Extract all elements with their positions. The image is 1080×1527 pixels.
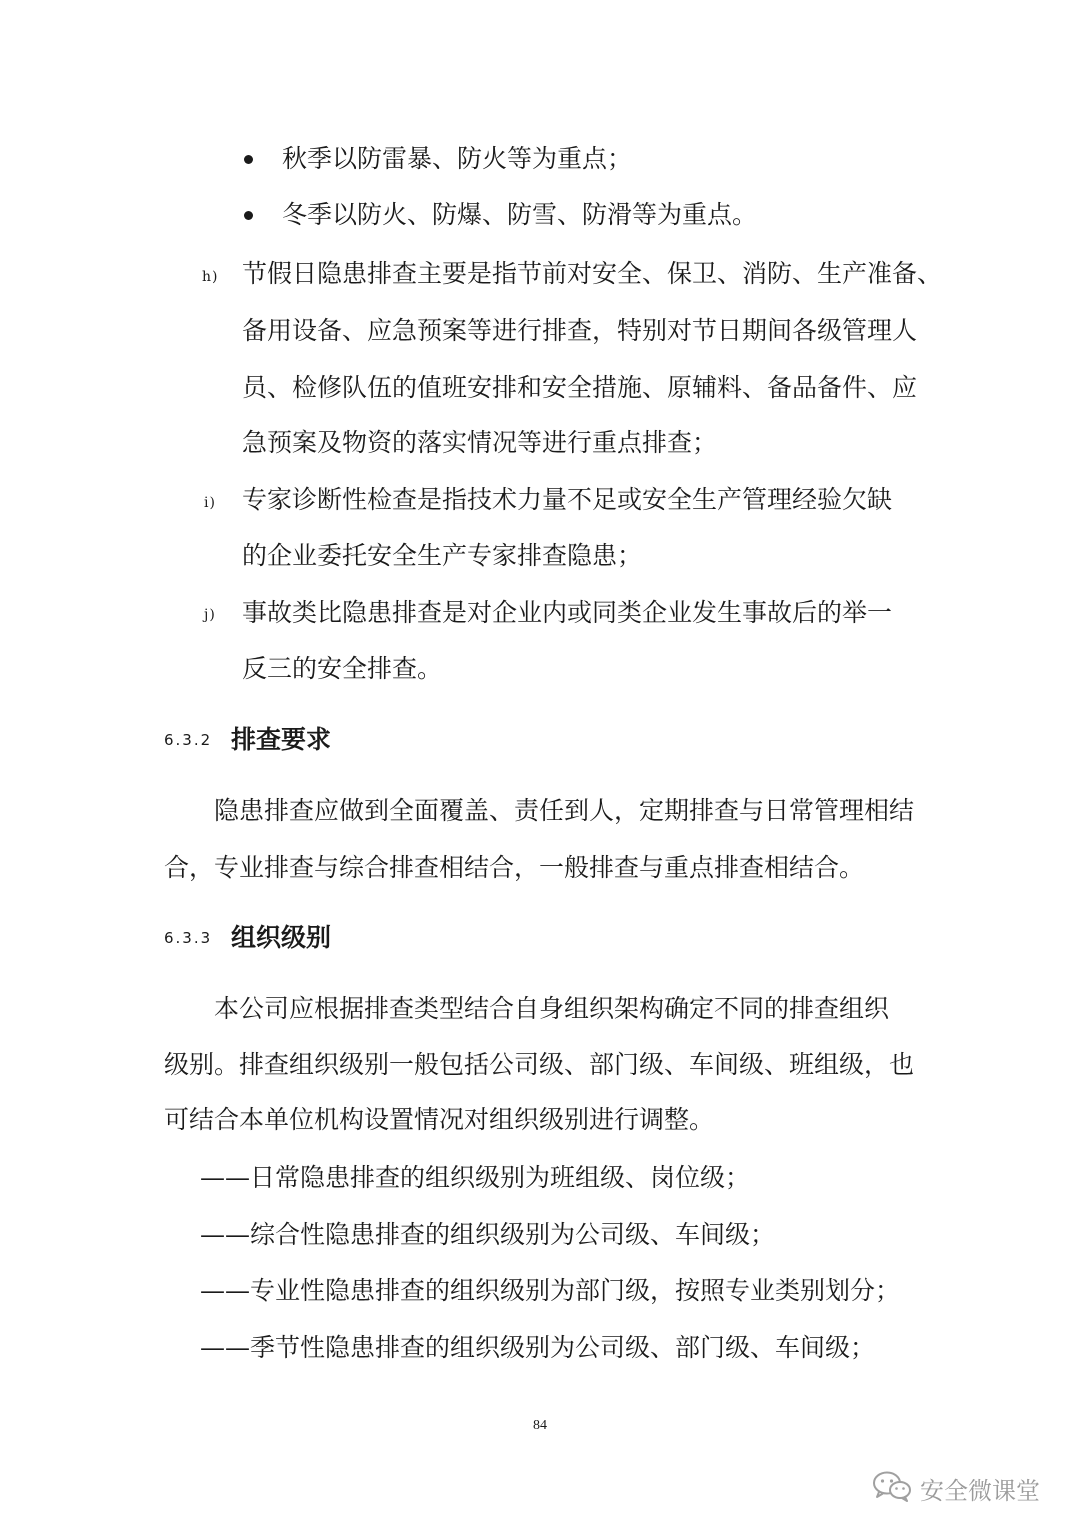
section-632-paragraph-line-1: 隐患排查应做到全面覆盖、责任到人，定期排查与日常管理相结 (214, 796, 915, 825)
section-632-paragraph-line-2: 合，专业排查与综合排查相结合，一般排查与重点排查相结合。 (164, 853, 865, 882)
bullet-dot (244, 211, 253, 220)
item-h-line-3: 员、检修队伍的值班安排和安全措施、原辅料、备品备件、应 (242, 373, 918, 402)
section-title-633: 组织级别 (231, 923, 332, 952)
section-number-633: 6.3.3 (164, 929, 213, 947)
watermark (872, 1470, 1040, 1506)
bullet-winter: 冬季以防火、防爆、防雪、防滑等为重点。 (282, 200, 758, 229)
section-633-paragraph-line-2: 级别。排查组织级别一般包括公司级、部门级、车间级、班组级，也 (164, 1050, 915, 1079)
item-marker-h: h) (202, 269, 219, 285)
wechat-icon (872, 1470, 912, 1506)
section-633-paragraph-line-3: 可结合本单位机构设置情况对组织级别进行调整。 (164, 1105, 715, 1134)
item-h-line-4: 急预案及物资的落实情况等进行重点排查； (242, 428, 718, 457)
item-h-line-1: 节假日隐患排查主要是指节前对安全、保卫、消防、生产准备、 (242, 259, 943, 288)
item-i-line-1: 专家诊断性检查是指技术力量不足或安全生产管理经验欠缺 (242, 485, 893, 514)
watermark-text: 安全微课堂 (920, 1476, 1040, 1505)
bullet-autumn: 秋季以防雷暴、防火等为重点； (282, 144, 633, 173)
section-633-paragraph-line-1: 本公司应根据排查类型结合自身组织架构确定不同的排查组织 (214, 994, 890, 1023)
section-number-632: 6.3.2 (164, 731, 213, 749)
section-title-632: 排查要求 (231, 725, 332, 754)
dash-item-daily: ——日常隐患排查的组织级别为班组级、岗位级； (200, 1163, 751, 1192)
dash-item-seasonal: ——季节性隐患排查的组织级别为公司级、部门级、车间级； (200, 1333, 876, 1362)
item-marker-j: j) (204, 607, 216, 623)
item-i-line-2: 的企业委托安全生产专家排查隐患； (242, 541, 643, 570)
item-j-line-1: 事故类比隐患排查是对企业内或同类企业发生事故后的举一 (242, 598, 893, 627)
dash-item-comprehensive: ——综合性隐患排查的组织级别为公司级、车间级； (200, 1220, 776, 1249)
item-marker-i: i) (204, 495, 216, 511)
item-h-line-2: 备用设备、应急预案等进行排查，特别对节日期间各级管理人 (242, 316, 918, 345)
bullet-dot (244, 155, 253, 164)
dash-item-professional: ——专业性隐患排查的组织级别为部门级，按照专业类别划分； (200, 1276, 901, 1305)
item-j-line-2: 反三的安全排查。 (242, 654, 443, 683)
page-number: 84 (533, 1418, 547, 1433)
